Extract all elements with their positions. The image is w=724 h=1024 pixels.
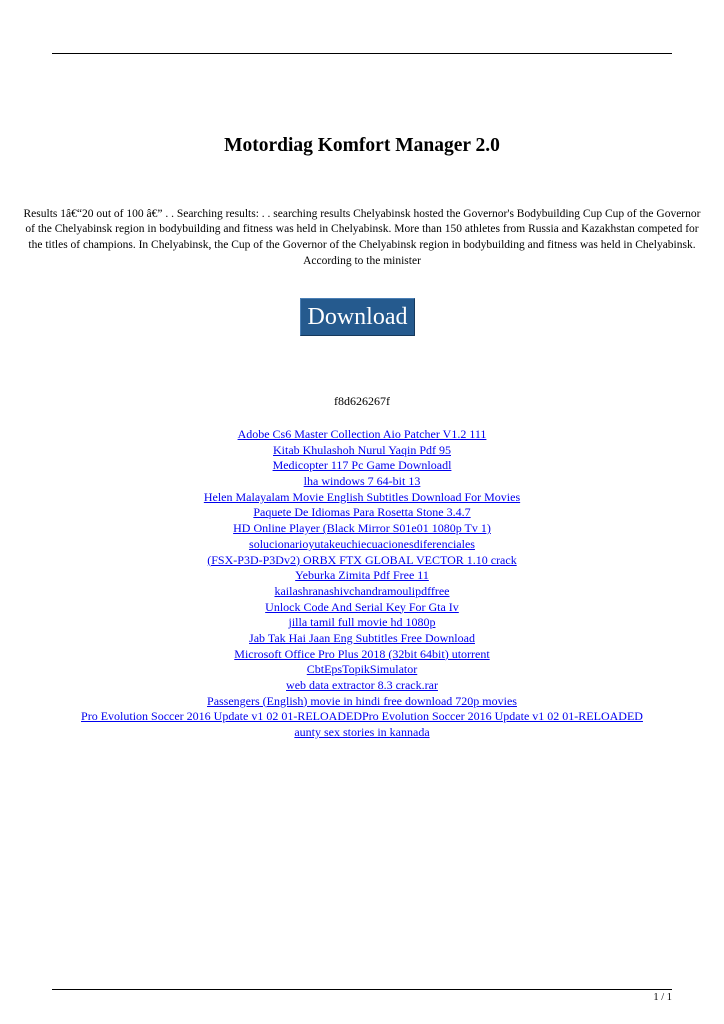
list-item <box>0 678 724 694</box>
link-item[interactable]: HD Online Player (Black Mirror S01e01 1080p Tv 1) <box>233 521 491 536</box>
page-title: Motordiag Komfort Manager 2.0 <box>224 135 500 157</box>
list-item <box>0 725 724 741</box>
list-item <box>0 584 724 600</box>
list-item <box>0 600 724 616</box>
list-item <box>0 537 724 553</box>
list-item <box>0 427 724 443</box>
link-item[interactable]: solucionarioyutakeuchiecuacionesdiferenciales <box>249 536 475 551</box>
list-item <box>0 631 724 647</box>
link-item[interactable]: web data extractor 8.3 crack.rar <box>286 678 438 692</box>
link-item[interactable]: (FSX-P3D-P3Dv2) ORBX FTX GLOBAL VECTOR 1.10 crack <box>207 552 517 567</box>
top-divider <box>52 53 672 54</box>
link-item[interactable]: Unlock Code And Serial Key For Gta Iv <box>265 599 459 614</box>
list-item <box>0 615 724 631</box>
bottom-divider <box>52 989 672 990</box>
list-item <box>0 709 724 725</box>
list-item <box>0 443 724 459</box>
intro-paragraph: Results 1â€“20 out of 100 â€” . . Searching results: . . searching results Chelyabinsk hosted the Governor's Bodybuilding Cup Cup of the Governor of the Chelyabinsk region in bodybuilding and fitness was held in Chelyabinsk. More than 150 athletes from Russia and Kazakhstan competed for the titles of champions. In Chelyabinsk, the Cup of the Governor of the Chelyabinsk region in bodybuilding and fitness was held in Chelyabinsk. According to the minister <box>23 207 701 267</box>
list-item <box>0 458 724 474</box>
link-item[interactable]: lha windows 7 64-bit 13 <box>303 474 421 489</box>
link-item[interactable]: Pro Evolution Soccer 2016 Update v1 02 01-RELOADEDPro Evolution Soccer 2016 Update v1 02 01-RELOADED <box>81 709 643 724</box>
list-item <box>0 553 724 569</box>
hash-code: f8d626267f <box>334 394 390 408</box>
download-button[interactable]: Download <box>300 298 415 336</box>
list-item <box>0 662 724 678</box>
list-item <box>0 694 724 710</box>
link-item[interactable]: jilla tamil full movie hd 1080p <box>288 615 436 630</box>
link-item[interactable]: Adobe Cs6 Master Collection Aio Patcher V1.2 111 <box>237 427 487 441</box>
link-item[interactable]: kailashranashivchandramoulipdffree <box>274 583 450 598</box>
link-item[interactable]: aunty sex stories in kannada <box>294 725 430 740</box>
link-list <box>0 427 724 741</box>
link-item[interactable]: Kitab Khulashoh Nurul Yaqin Pdf 95 <box>272 442 451 457</box>
page-number: 1 / 1 <box>653 992 672 1003</box>
link-item[interactable]: Helen Malayalam Movie English Subtitles Download For Movies <box>203 489 521 504</box>
link-item[interactable]: Yeburka Zimita Pdf Free 11 <box>295 568 429 583</box>
link-item[interactable]: Jab Tak Hai Jaan Eng Subtitles Free Download <box>249 630 475 645</box>
list-item <box>0 474 724 490</box>
list-item <box>0 647 724 663</box>
link-item[interactable]: CbtEpsTopikSimulator <box>306 662 418 677</box>
link-item[interactable]: Medicopter 117 Pc Game Downloadl <box>272 458 452 473</box>
link-item[interactable]: Microsoft Office Pro Plus 2018 (32bit 64bit) utorrent <box>234 646 490 661</box>
list-item <box>0 505 724 521</box>
list-item <box>0 568 724 584</box>
link-item[interactable]: Passengers (English) movie in hindi free download 720p movies <box>207 693 517 708</box>
list-item <box>0 521 724 537</box>
link-item[interactable]: Paquete De Idiomas Para Rosetta Stone 3.4.7 <box>253 505 471 520</box>
list-item <box>0 490 724 506</box>
